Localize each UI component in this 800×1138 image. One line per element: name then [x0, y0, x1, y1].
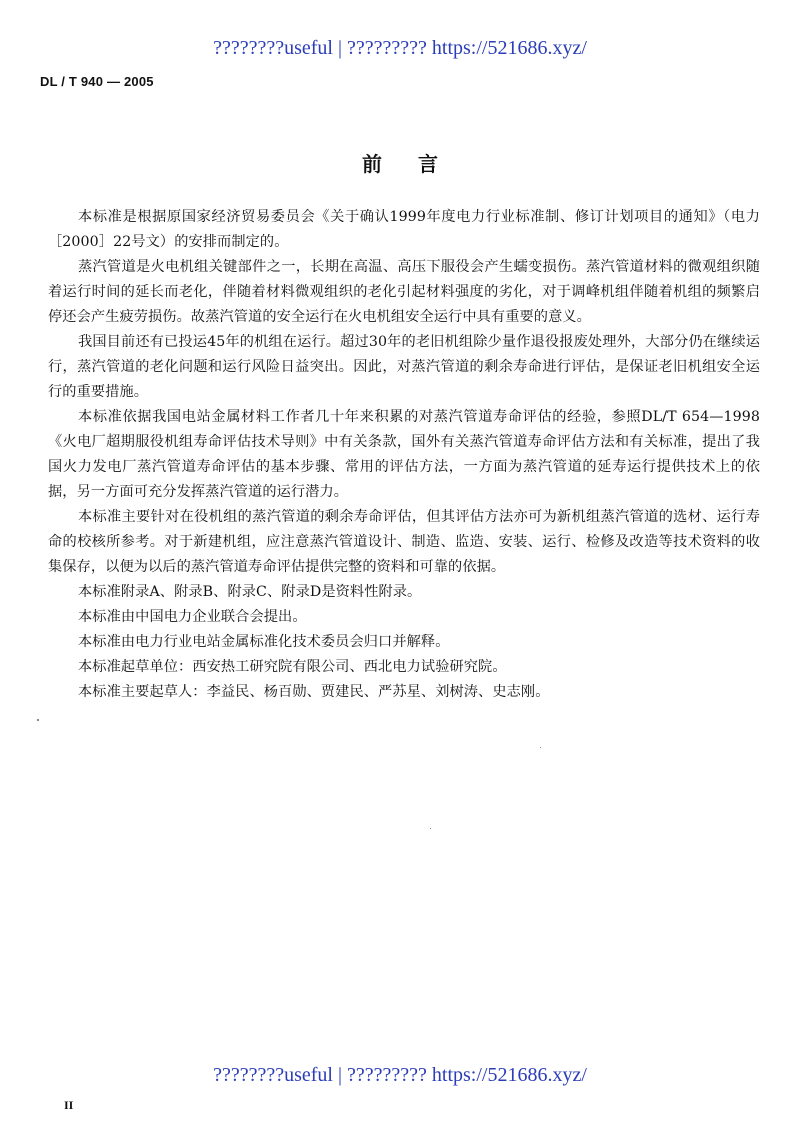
- paragraph-3: 我国目前还有已投运45年的机组在运行。超过30年的老旧机组除少量作退役报废处理外，大部分仍在继续运行，蒸汽管道的老化问题和运行风险日益突出。因此，对蒸汽管道的剩余寿命进行评估，是保证老旧机组安全运行的重要措施。: [48, 334, 760, 400]
- scan-speck: [430, 828, 431, 829]
- paragraph-6: 本标准附录A、附录B、附录C、附录D是资料性附录。: [78, 584, 422, 600]
- standard-code: DL / T 940 — 2005: [40, 74, 154, 89]
- watermark-bottom[interactable]: ????????useful | ????????? https://521686.xyz/: [213, 1064, 587, 1086]
- watermark-top[interactable]: ????????useful | ????????? https://521686.xyz/: [213, 37, 587, 59]
- paragraph-7: 本标准由中国电力企业联合会提出。: [78, 609, 307, 625]
- paragraph-9: 本标准起草单位：西安热工研究院有限公司、西北电力试验研究院。: [78, 659, 507, 675]
- paragraph-1: 本标准是根据原国家经济贸易委员会《关于确认1999年度电力行业标准制、修订计划项目的通知》（电力［2000］22号文）的安排而制定的。: [48, 209, 760, 250]
- paragraph-10: 本标准主要起草人：李益民、杨百勋、贾建民、严苏星、刘树涛、史志刚。: [78, 684, 550, 700]
- page-number: II: [64, 1098, 74, 1112]
- paragraph-5: 本标准主要针对在役机组的蒸汽管道的剩余寿命评估，但其评估方法亦可为新机组蒸汽管道的选材、运行寿命的校核所参考。对于新建机组，应注意蒸汽管道设计、制造、监造、安装、运行、检修及改造等技术资料的收集保存，以便为以后的蒸汽管道寿命评估提供完整的资料和可靠的依据。: [48, 509, 760, 575]
- foreword-body: [48, 205, 760, 705]
- paragraph-4: 本标准依据我国电站金属材料工作者几十年来积累的对蒸汽管道寿命评估的经验，参照DL/T 654—1998《火电厂超期服役机组寿命评估技术导则》中有关条款，国外有关蒸汽管道寿命评估方法和有关标准，提出了我国火力发电厂蒸汽管道寿命评估的基本步骤、常用的评估方法，一方面为蒸汽管道的延寿运行提供技术上的依据，另一方面可充分发挥蒸汽管道的运行潜力。: [48, 409, 760, 500]
- paragraph-2: 蒸汽管道是火电机组关键部件之一，长期在高温、高压下服役会产生蠕变损伤。蒸汽管道材料的微观组织随着运行时间的延长而老化，伴随着材料微观组织的老化引起材料强度的劣化，对于调峰机组伴随着机组的频繁启停还会产生疲劳损伤。故蒸汽管道的安全运行在火电机组安全运行中具有重要的意义。: [48, 259, 760, 325]
- scan-speck: [540, 747, 541, 748]
- paragraph-8: 本标准由电力行业电站金属标准化技术委员会归口并解释。: [78, 634, 450, 650]
- scan-speck: [37, 719, 39, 721]
- page-title: 前言: [362, 152, 474, 176]
